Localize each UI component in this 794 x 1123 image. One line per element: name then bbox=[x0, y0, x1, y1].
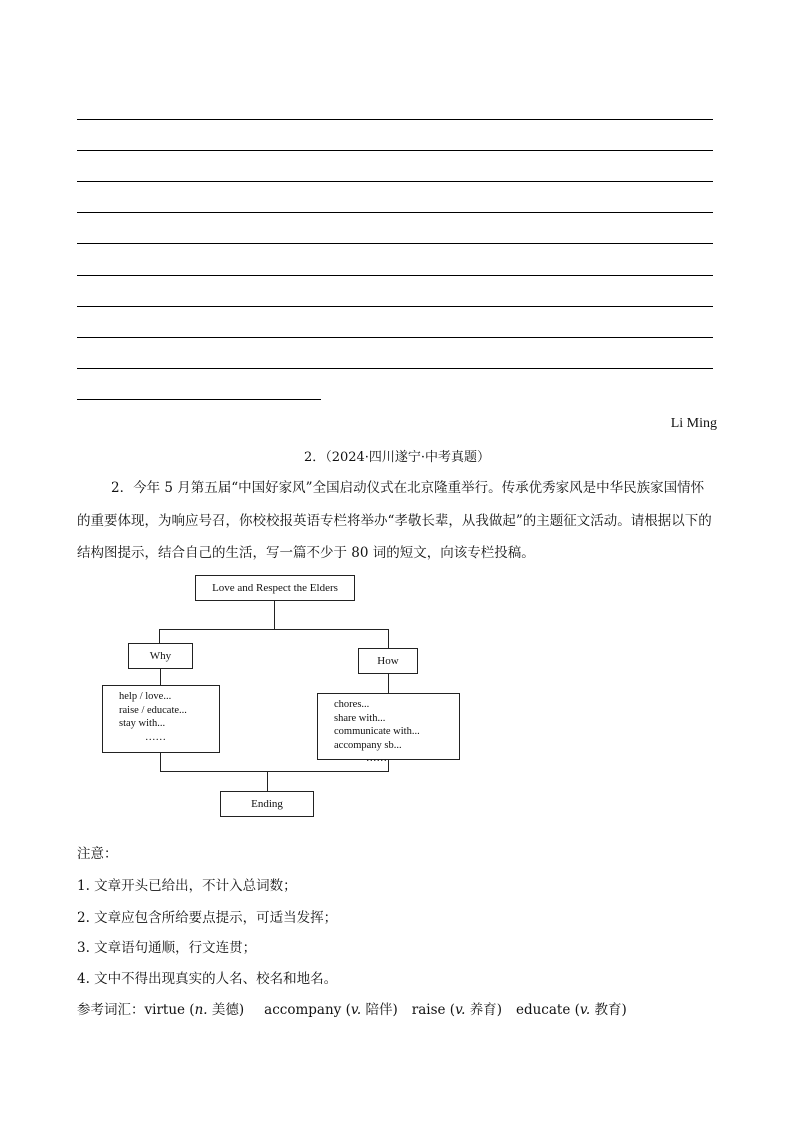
root-label: Love and Respect the Elders bbox=[212, 582, 338, 594]
vocab-meaning: 教育 bbox=[594, 1002, 622, 1018]
why-box bbox=[128, 643, 193, 669]
how-item: accompany sb... bbox=[334, 739, 402, 751]
connector bbox=[388, 674, 389, 693]
writing-line-last bbox=[77, 399, 321, 400]
how-item: share with... bbox=[334, 712, 386, 724]
connector bbox=[388, 629, 389, 648]
writing-line bbox=[77, 306, 713, 307]
why-item: stay with... bbox=[119, 718, 166, 729]
how-list-box bbox=[317, 693, 460, 764]
how-item: chores... bbox=[334, 699, 370, 710]
ending-label: Ending bbox=[251, 798, 283, 810]
note-item: 2. 文章应包含所给要点提示，可适当发挥； bbox=[77, 910, 338, 926]
vocab-word: virtue bbox=[144, 1002, 186, 1018]
how-item: …… bbox=[366, 753, 387, 764]
how-item: communicate with... bbox=[334, 726, 420, 737]
writing-line bbox=[77, 212, 713, 213]
writing-line bbox=[77, 275, 713, 276]
why-label: Why bbox=[149, 650, 172, 662]
writing-line bbox=[77, 243, 713, 244]
signature: Li Ming bbox=[670, 416, 717, 431]
why-item: …… bbox=[145, 731, 166, 743]
why-item: raise / educate... bbox=[119, 704, 187, 716]
connector bbox=[160, 753, 161, 771]
vocab-meaning: 美德 bbox=[211, 1002, 239, 1018]
question-number: 2． bbox=[111, 480, 134, 496]
how-box bbox=[358, 648, 418, 674]
question-prompt-text: 今年 5 月第五届“中国好家风”全国启动仪式在北京隆重举行。传承优秀家风是中华民族家国情怀的重要体现，为响应号召，你校校报英语专栏将举办“孝敬长辈，从我做起”的主题征文活动。请根据以下的结构图提示，结合自己的生活，写一篇不少于 80 词的短文，向该专栏投稿。 bbox=[77, 480, 712, 561]
vocab-pos: v. bbox=[455, 1002, 466, 1018]
note-item: 1. 文章开头已给出，不计入总词数； bbox=[77, 878, 297, 894]
vocab-word: accompany bbox=[264, 1002, 342, 1018]
vocab-word: educate bbox=[515, 1002, 571, 1018]
root-box bbox=[195, 575, 355, 601]
writing-line bbox=[77, 181, 713, 182]
writing-line bbox=[77, 337, 713, 338]
vocab-meaning: 养育 bbox=[469, 1002, 497, 1018]
connector bbox=[159, 629, 389, 630]
connector bbox=[160, 771, 389, 772]
question-prompt bbox=[77, 472, 717, 570]
why-item: help / love... bbox=[119, 691, 172, 702]
connector bbox=[160, 669, 161, 685]
vocab-word: raise bbox=[411, 1002, 446, 1018]
connector bbox=[267, 771, 268, 791]
notes-heading: 注意： bbox=[77, 846, 118, 862]
vocab-pos: v. bbox=[579, 1002, 591, 1018]
vocab-meaning: 陪伴 bbox=[365, 1002, 393, 1018]
vocab-label: 参考词汇： bbox=[77, 1002, 145, 1018]
writing-line bbox=[77, 150, 713, 151]
ending-box bbox=[220, 791, 314, 817]
why-list-box bbox=[102, 685, 220, 753]
writing-line bbox=[77, 119, 713, 120]
connector bbox=[159, 629, 160, 643]
question-title: 2．（2024·四川遂宁·中考真题） bbox=[303, 450, 491, 465]
vocab-pos: v. bbox=[350, 1002, 362, 1018]
writing-line bbox=[77, 368, 713, 369]
note-item: 3. 文章语句通顺，行文连贯； bbox=[77, 940, 257, 956]
vocab-line: 参考词汇：virtue (n. 美德) accompany (v. 陪伴) raise (v. 养育) educate (v. 教育) bbox=[77, 1002, 627, 1018]
note-item: 4. 文中不得出现真实的人名、校名和地名。 bbox=[77, 971, 338, 987]
vocab-pos: n. bbox=[194, 1002, 208, 1018]
how-label: How bbox=[377, 655, 399, 667]
connector bbox=[274, 601, 275, 629]
